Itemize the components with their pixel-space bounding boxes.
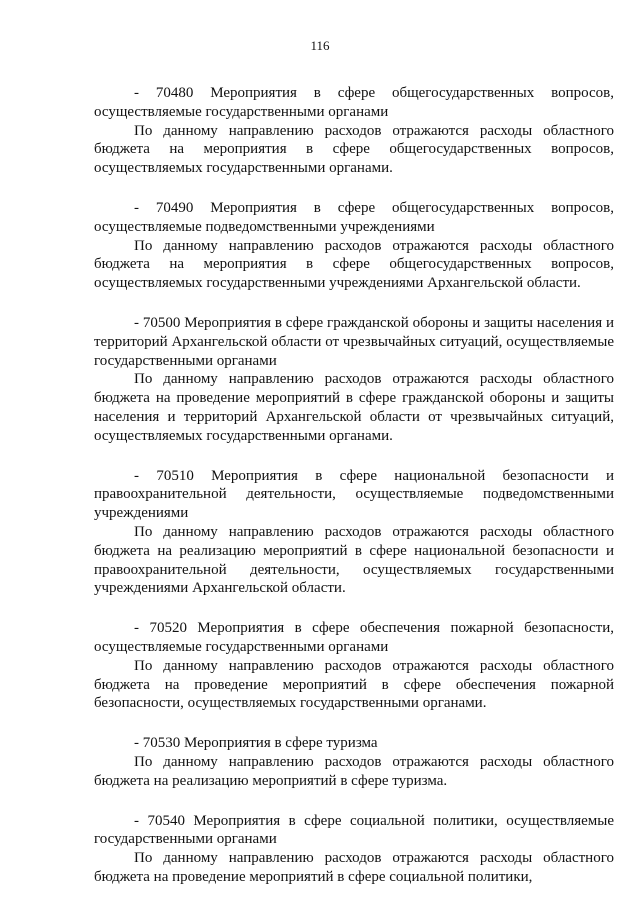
document-body: [94, 84, 614, 908]
section-heading: - 70510 Мероприятия в сфере национальной безопасности и правоохранительной деятельности, осуществляемые подведомственными учреждениями: [94, 467, 614, 522]
section-text: По данному направлению расходов отражаются расходы областного бюджета на мероприятия в сфере общегосударственных вопросов, осуществляемых государственными учреждениями Архангельской области.: [94, 237, 614, 292]
section-70530: [94, 734, 614, 790]
section-70490: [94, 199, 614, 293]
section-text: По данному направлению расходов отражаются расходы областного бюджета на проведение мероприятий в сфере социальной политики,: [94, 850, 614, 885]
section-heading: - 70480 Мероприятия в сфере общегосударственных вопросов, осуществляемые государственными органами: [94, 85, 614, 120]
section-text: По данному направлению расходов отражаются расходы областного бюджета на проведение мероприятий в сфере обеспечения пожарной безопасности, осуществляемых государственными органами.: [94, 657, 614, 712]
section-text: По данному направлению расходов отражаются расходы областного бюджета на реализацию мероприятий в сфере туризма.: [94, 753, 614, 789]
section-70500: [94, 314, 614, 446]
section-text: По данному направлению расходов отражаются расходы областного бюджета на реализацию мероприятий в сфере национальной безопасности и правоохранительной деятельности, осуществляемых государственными учреждениями Архангельской области.: [94, 523, 614, 597]
section-70510: [94, 467, 614, 599]
section-70520: [94, 619, 614, 713]
section-text: По данному направлению расходов отражаются расходы областного бюджета на мероприятия в сфере общегосударственных вопросов, осуществляемых государственными органами.: [94, 122, 614, 177]
section-heading: - 70520 Мероприятия в сфере обеспечения пожарной безопасности, осуществляемые государственными органами: [94, 620, 614, 655]
section-70480: [94, 84, 614, 178]
page-number: 116: [310, 38, 330, 53]
section-heading: - 70540 Мероприятия в сфере социальной политики, осуществляемые государственными органами: [94, 812, 614, 848]
section-70540: [94, 812, 614, 887]
section-heading: - 70530 Мероприятия в сфере туризма: [134, 735, 378, 752]
section-text: По данному направлению расходов отражаются расходы областного бюджета на проведение мероприятий в сфере гражданской обороны и защиты населения и территорий Архангельской области от чрезвычайных ситуаций, осуществляемых государственными органами.: [94, 371, 614, 444]
section-heading: - 70500 Мероприятия в сфере гражданской обороны и защиты населения и территорий Архангельской области от чрезвычайных ситуаций, осуществляемые государственными органами: [94, 314, 614, 369]
section-heading: - 70490 Мероприятия в сфере общегосударственных вопросов, осуществляемые подведомственными учреждениями: [94, 199, 614, 235]
